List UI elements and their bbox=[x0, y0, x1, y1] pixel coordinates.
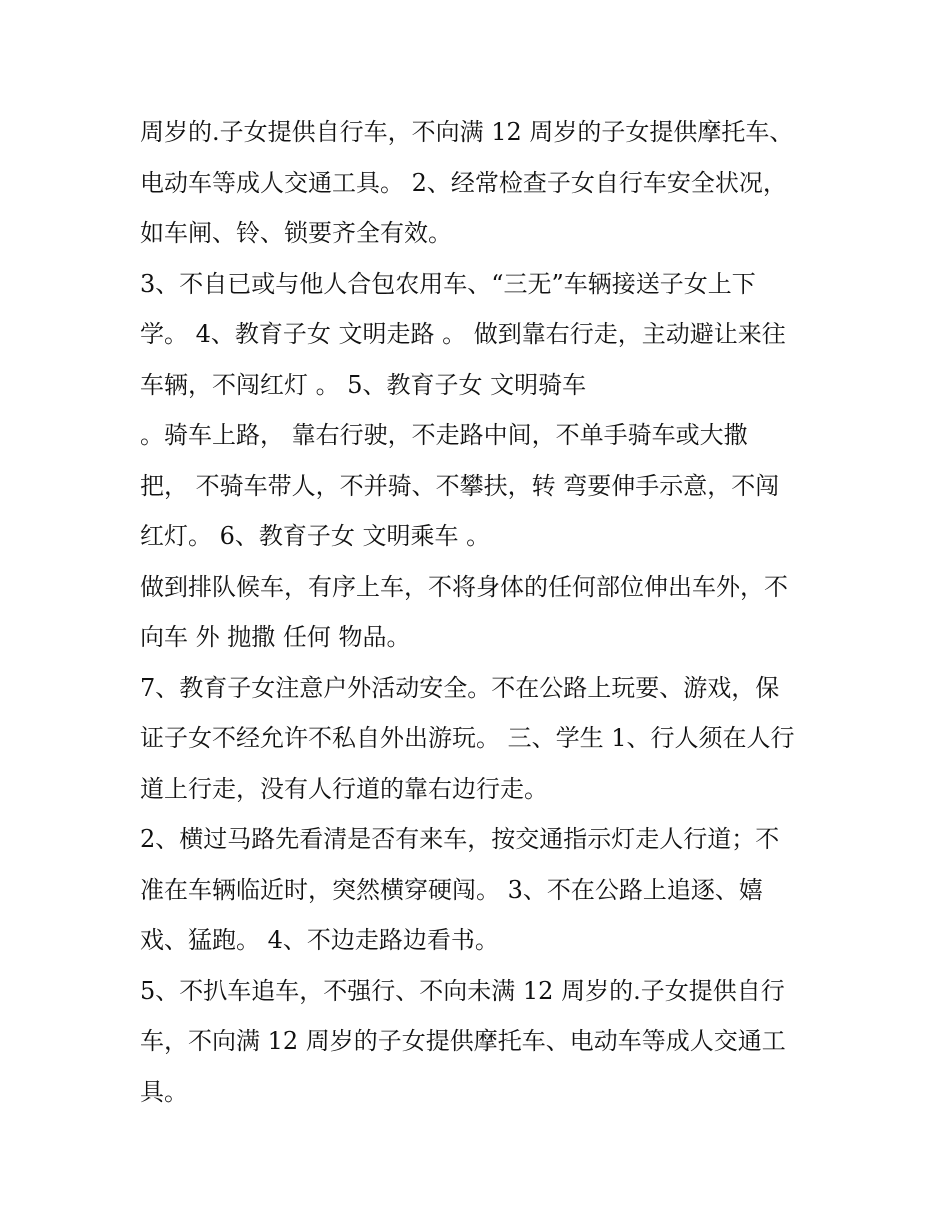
text-line: 5、不扒车追车，不强行、不向未满 12 周岁的.子女提供自行 bbox=[140, 976, 785, 1005]
text-line: 做到排队候车，有序上车，不将身体的任何部位伸出车外，不 bbox=[140, 572, 788, 601]
text-line: 7、教育子女注意户外活动安全。不在公路上玩要、游戏，保 bbox=[140, 673, 780, 702]
text-line: 具。 bbox=[140, 1077, 188, 1106]
text-line: 证子女不经允许不私自外出游玩。 三、学生 1、行人须在人行 bbox=[140, 724, 795, 752]
text-line: 学。 4、教育子女 文明走路 。 做到靠右行走，主动避让来往 bbox=[140, 320, 786, 348]
text-line: 道上行走，没有人行道的靠右边行走。 bbox=[140, 774, 548, 803]
text-line: 把， 不骑车带人，不并骑、不攀扶，转 弯要伸手示意，不闯 bbox=[140, 471, 780, 500]
document-body bbox=[140, 107, 840, 1117]
text-line: 3、不自已或与他人合包农用车、“三无”车辆接送子女上下 bbox=[140, 269, 756, 298]
text-line: 准在车辆临近时，突然横穿硬闯。 3、不在公路上追逐、嬉 bbox=[140, 875, 763, 904]
text-line: 向车 外 抛撒 任何 物品。 bbox=[140, 623, 411, 651]
text-line: 如车闸、铃、锁要齐全有效。 bbox=[140, 219, 452, 247]
text-line: 红灯。 6、教育子女 文明乘车 。 bbox=[140, 522, 491, 550]
text-line: 车辆，不闯红灯 。 5、教育子女 文明骑车 bbox=[140, 370, 587, 399]
text-line: 2、横过马路先看清是否有来车，按交通指示灯走人行道；不 bbox=[140, 825, 780, 853]
text-line: 。骑车上路， 靠右行驶，不走路中间，不单手骑车或大撒 bbox=[140, 421, 748, 449]
text-line: 周岁的.子女提供自行车，不向满 12 周岁的子女提供摩托车、 bbox=[140, 118, 794, 146]
text-line: 戏、猛跑。 4、不边走路边看书。 bbox=[140, 926, 499, 954]
text-line: 电动车等成人交通工具。 2、经常检查子女自行车安全状况， bbox=[140, 168, 787, 197]
text-line: 车，不向满 12 周岁的子女提供摩托车、电动车等成人交通工 bbox=[140, 1027, 786, 1055]
